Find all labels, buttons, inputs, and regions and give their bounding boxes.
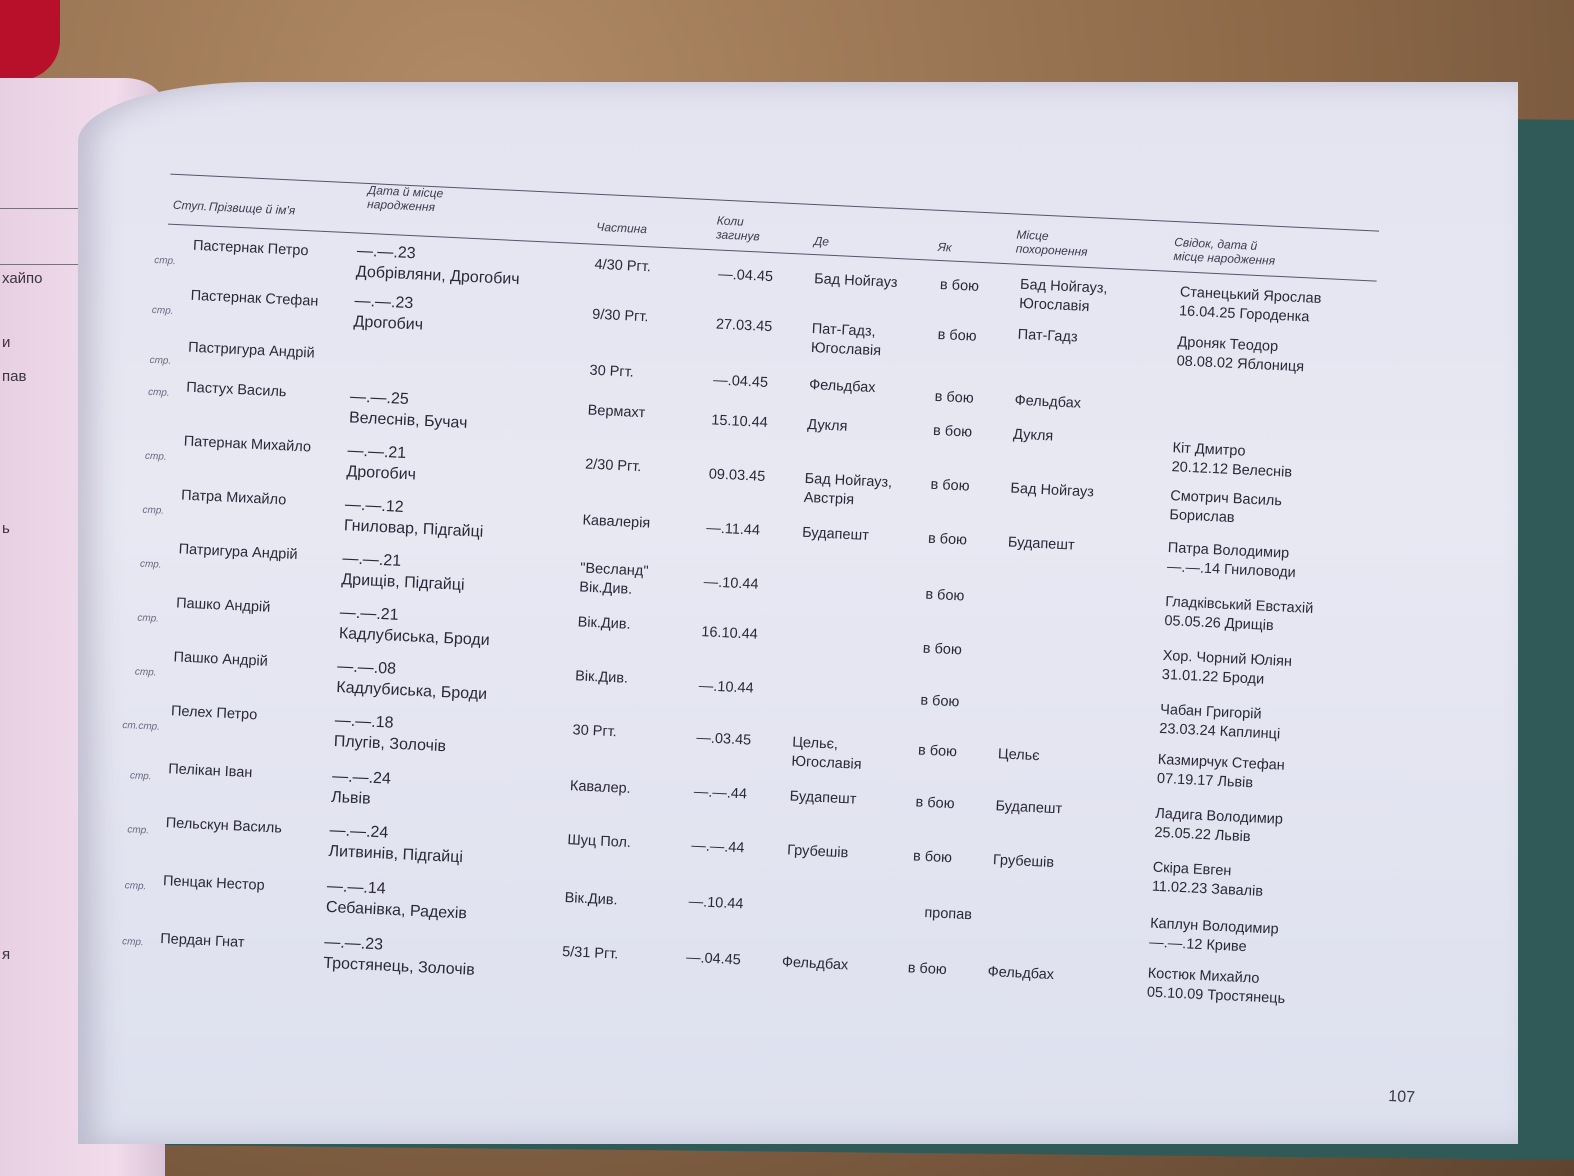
when-cell: 16.10.44: [700, 624, 759, 643]
birth-date-cell: —.—.23: [356, 242, 416, 263]
header-unit: Частина: [596, 219, 648, 237]
name-cell: Патригура Андрій: [178, 541, 298, 564]
unit-cell: 4/30 Ргт.: [594, 256, 652, 276]
left-page-fragment: пав: [2, 368, 27, 385]
how-cell: в бою: [907, 960, 948, 979]
burial-cell: Будапешт: [995, 798, 1063, 818]
rank-mark: стр.: [149, 354, 172, 367]
birth-date-cell: —.—.25: [349, 388, 410, 409]
witness-cell: Кіт Дмитро 20.12.12 Велеснів: [1171, 440, 1293, 481]
rank-mark: стр.: [151, 304, 174, 317]
where-cell: Будапешт: [801, 524, 870, 544]
witness-cell: Ладига Володимир 25.05.22 Львів: [1154, 805, 1284, 846]
where-cell: Грубешів: [786, 842, 849, 862]
rank-mark: стр.: [129, 770, 152, 783]
rank-mark: стр.: [137, 612, 160, 625]
unit-cell: 9/30 Ргт.: [591, 306, 649, 326]
how-cell: в бою: [922, 640, 963, 659]
rank-mark: стр.: [147, 386, 170, 399]
name-cell: Пелех Петро: [170, 703, 258, 724]
rank-mark: стр.: [142, 504, 165, 517]
birth-date-cell: —.—.21: [347, 442, 407, 463]
how-cell: в бою: [939, 277, 980, 295]
birth-date-cell: —.—.21: [339, 604, 399, 624]
birth-date-cell: —.—.12: [344, 496, 405, 516]
name-cell: Патра Михайло: [180, 487, 287, 509]
witness-cell: Гладківський Евстахій 05.05.26 Дрищів: [1164, 593, 1314, 635]
when-cell: —.04.45: [717, 266, 774, 286]
name-cell: Пенцак Нестор: [162, 873, 265, 894]
unit-cell: 30 Ргт.: [572, 722, 618, 741]
when-cell: 15.10.44: [710, 412, 769, 432]
when-cell: —.—.44: [690, 837, 745, 857]
birth-place-cell: Кадлубиська, Броди: [335, 679, 488, 704]
birth-date-cell: —.—.08: [336, 658, 397, 678]
header-top-rule: [170, 174, 1379, 232]
birth-place-cell: Тростянець, Золочів: [322, 954, 476, 979]
left-page-fragment: ь: [2, 520, 10, 537]
where-cell: Бад Нойгауз, Австрія: [803, 470, 893, 509]
witness-cell: Костюк Михайло 05.10.09 Тростянець: [1146, 965, 1286, 1008]
rank-mark: стр.: [124, 880, 147, 893]
name-cell: Пердан Гнат: [159, 931, 245, 951]
how-cell: в бою: [937, 326, 977, 345]
header-witness: Свідок, дата й місце народження: [1173, 235, 1276, 268]
name-cell: Пастригура Андрій: [187, 339, 316, 362]
rank-mark: стр.: [121, 936, 144, 949]
burial-cell: Пат-Гадз: [1017, 326, 1078, 346]
unit-cell: 5/31 Ргт.: [561, 943, 619, 963]
name-cell: Пашко Андрій: [173, 649, 269, 670]
where-cell: Фельдбах: [808, 376, 876, 397]
when-cell: —.04.45: [685, 949, 742, 969]
header-when: Коли загинув: [715, 213, 760, 244]
where-cell: Будапешт: [789, 788, 857, 808]
birth-date-cell: —.—.14: [326, 877, 387, 898]
burial-cell: Цельє: [997, 746, 1041, 765]
birth-place-cell: Дрищів, Підгайці: [341, 571, 465, 594]
unit-cell: Вік.Див.: [574, 668, 629, 687]
burial-cell: Грубешів: [992, 852, 1055, 872]
when-cell: —.10.44: [688, 893, 744, 913]
birth-date-cell: —.—.18: [334, 711, 394, 732]
name-cell: Пельскун Василь: [165, 815, 283, 837]
birth-date-cell: —.—.23: [323, 933, 384, 954]
header-where: Де: [813, 234, 830, 249]
how-cell: в бою: [934, 388, 975, 407]
burial-cell: Будапешт: [1007, 534, 1075, 554]
name-cell: Пастух Василь: [185, 379, 287, 401]
page-number: 107: [1387, 1088, 1416, 1107]
left-page-fragment: я: [2, 946, 11, 963]
rank-mark: стр.: [139, 558, 162, 571]
unit-cell: Шуц Пол.: [567, 832, 632, 852]
unit-cell: 30 Ргт.: [589, 362, 635, 381]
header-birth: Дата й місце народження: [366, 182, 444, 215]
when-cell: —.—.44: [693, 783, 748, 803]
name-cell: Пашко Андрій: [175, 595, 271, 616]
birth-place-cell: Кадлубиська, Броди: [338, 625, 491, 650]
witness-cell: Каплун Володимир —.—.12 Криве: [1148, 915, 1279, 956]
right-page: [78, 82, 1518, 1144]
when-cell: —.11.44: [705, 520, 761, 539]
where-cell: Бад Нойгауз: [813, 271, 898, 291]
birth-place-cell: Добрівляни, Дрогобич: [355, 263, 520, 289]
how-cell: в бою: [917, 742, 958, 761]
burial-cell: Фельдбах: [1014, 392, 1082, 412]
name-cell: Пелікан Іван: [167, 761, 253, 782]
when-cell: 09.03.45: [708, 466, 766, 485]
how-cell: в бою: [932, 422, 973, 441]
header-burial: Місце похоронення: [1015, 227, 1088, 259]
witness-cell: Станецький Ярослав 16.04.25 Городенка: [1178, 284, 1322, 326]
unit-cell: Вік.Див.: [577, 614, 631, 633]
left-page-fragment: и: [2, 334, 11, 351]
table: [78, 82, 1518, 1144]
where-cell: Пат-Гадз, Югославія: [810, 321, 882, 360]
name-cell: Пастернак Стефан: [190, 287, 319, 310]
how-cell: в бою: [925, 586, 965, 605]
birth-place-cell: Литвинів, Підгайці: [328, 842, 464, 867]
birth-date-cell: —.—.23: [354, 292, 414, 313]
how-cell: пропав: [924, 904, 973, 924]
rank-mark: стр.: [134, 666, 157, 679]
witness-cell: Дроняк Теодор 08.08.02 Яблониця: [1176, 334, 1305, 376]
birth-date-cell: —.—.21: [342, 550, 402, 570]
burial-cell: Дукля: [1012, 426, 1054, 445]
when-cell: —.10.44: [698, 678, 754, 697]
how-cell: в бою: [912, 848, 953, 867]
when-cell: —.04.45: [712, 372, 769, 392]
rank-mark: стр.: [127, 824, 150, 837]
header-how: Як: [937, 239, 952, 255]
witness-cell: Смотрич Василь Борислав: [1169, 488, 1283, 527]
header-rank: Ступ.: [172, 197, 208, 214]
where-cell: Дукля: [806, 416, 848, 435]
how-cell: в бою: [920, 692, 960, 711]
header-name: Прізвище й ім'я: [208, 199, 296, 218]
how-cell: в бою: [930, 476, 970, 495]
burial-cell: Бад Нойгауз: [1010, 480, 1095, 501]
birth-place-cell: Гниловар, Підгайці: [343, 517, 484, 541]
unit-cell: Кавалерія: [582, 512, 651, 532]
rank-mark: стр.: [154, 254, 177, 267]
rank-mark: стр.: [144, 450, 167, 463]
burial-cell: Фельдбах: [987, 964, 1055, 984]
when-cell: —.10.44: [703, 574, 759, 593]
unit-cell: Вік.Див.: [564, 890, 618, 909]
witness-cell: Хор. Чорний Юліян 31.01.22 Броди: [1161, 647, 1293, 688]
witness-cell: Скіра Евген 11.02.23 Завалів: [1151, 859, 1264, 900]
birth-place-cell: Львів: [330, 788, 371, 808]
unit-cell: "Весланд" Вік.Див.: [578, 560, 649, 598]
unit-cell: Вермахт: [587, 402, 646, 422]
witness-cell: Чабан Григорій 23.03.24 Каплинці: [1158, 701, 1281, 743]
how-cell: в бою: [927, 530, 968, 549]
witness-cell: Казмирчук Стефан 07.19.17 Львів: [1156, 751, 1286, 792]
birth-place-cell: Себанівка, Радехів: [325, 898, 468, 923]
how-cell: в бою: [915, 794, 955, 813]
unit-cell: 2/30 Ргт.: [584, 456, 642, 476]
burial-cell: Бад Нойгауз, Югославія: [1018, 276, 1108, 316]
name-cell: Патернак Михайло: [183, 433, 312, 456]
name-cell: Пастернак Петро: [192, 237, 309, 260]
unit-cell: Кавалер.: [569, 778, 632, 797]
birth-place-cell: Велеснів, Бучач: [348, 409, 468, 432]
birth-place-cell: Плугів, Золочів: [333, 732, 447, 756]
where-cell: Цельє, Югославія: [791, 734, 862, 773]
birth-date-cell: —.—.24: [331, 767, 392, 788]
birth-place-cell: Дрогобич: [353, 313, 424, 334]
when-cell: —.03.45: [696, 730, 752, 749]
birth-date-cell: —.—.24: [329, 821, 389, 842]
witness-cell: Патра Володимир —.—.14 Гниловоди: [1166, 540, 1297, 582]
birth-place-cell: Дрогобич: [346, 463, 417, 484]
where-cell: Фельдбах: [781, 954, 849, 974]
when-cell: 27.03.45: [715, 316, 773, 336]
rank-mark: ст.стр.: [122, 719, 161, 733]
left-page-fragment: хайпо: [2, 270, 43, 287]
